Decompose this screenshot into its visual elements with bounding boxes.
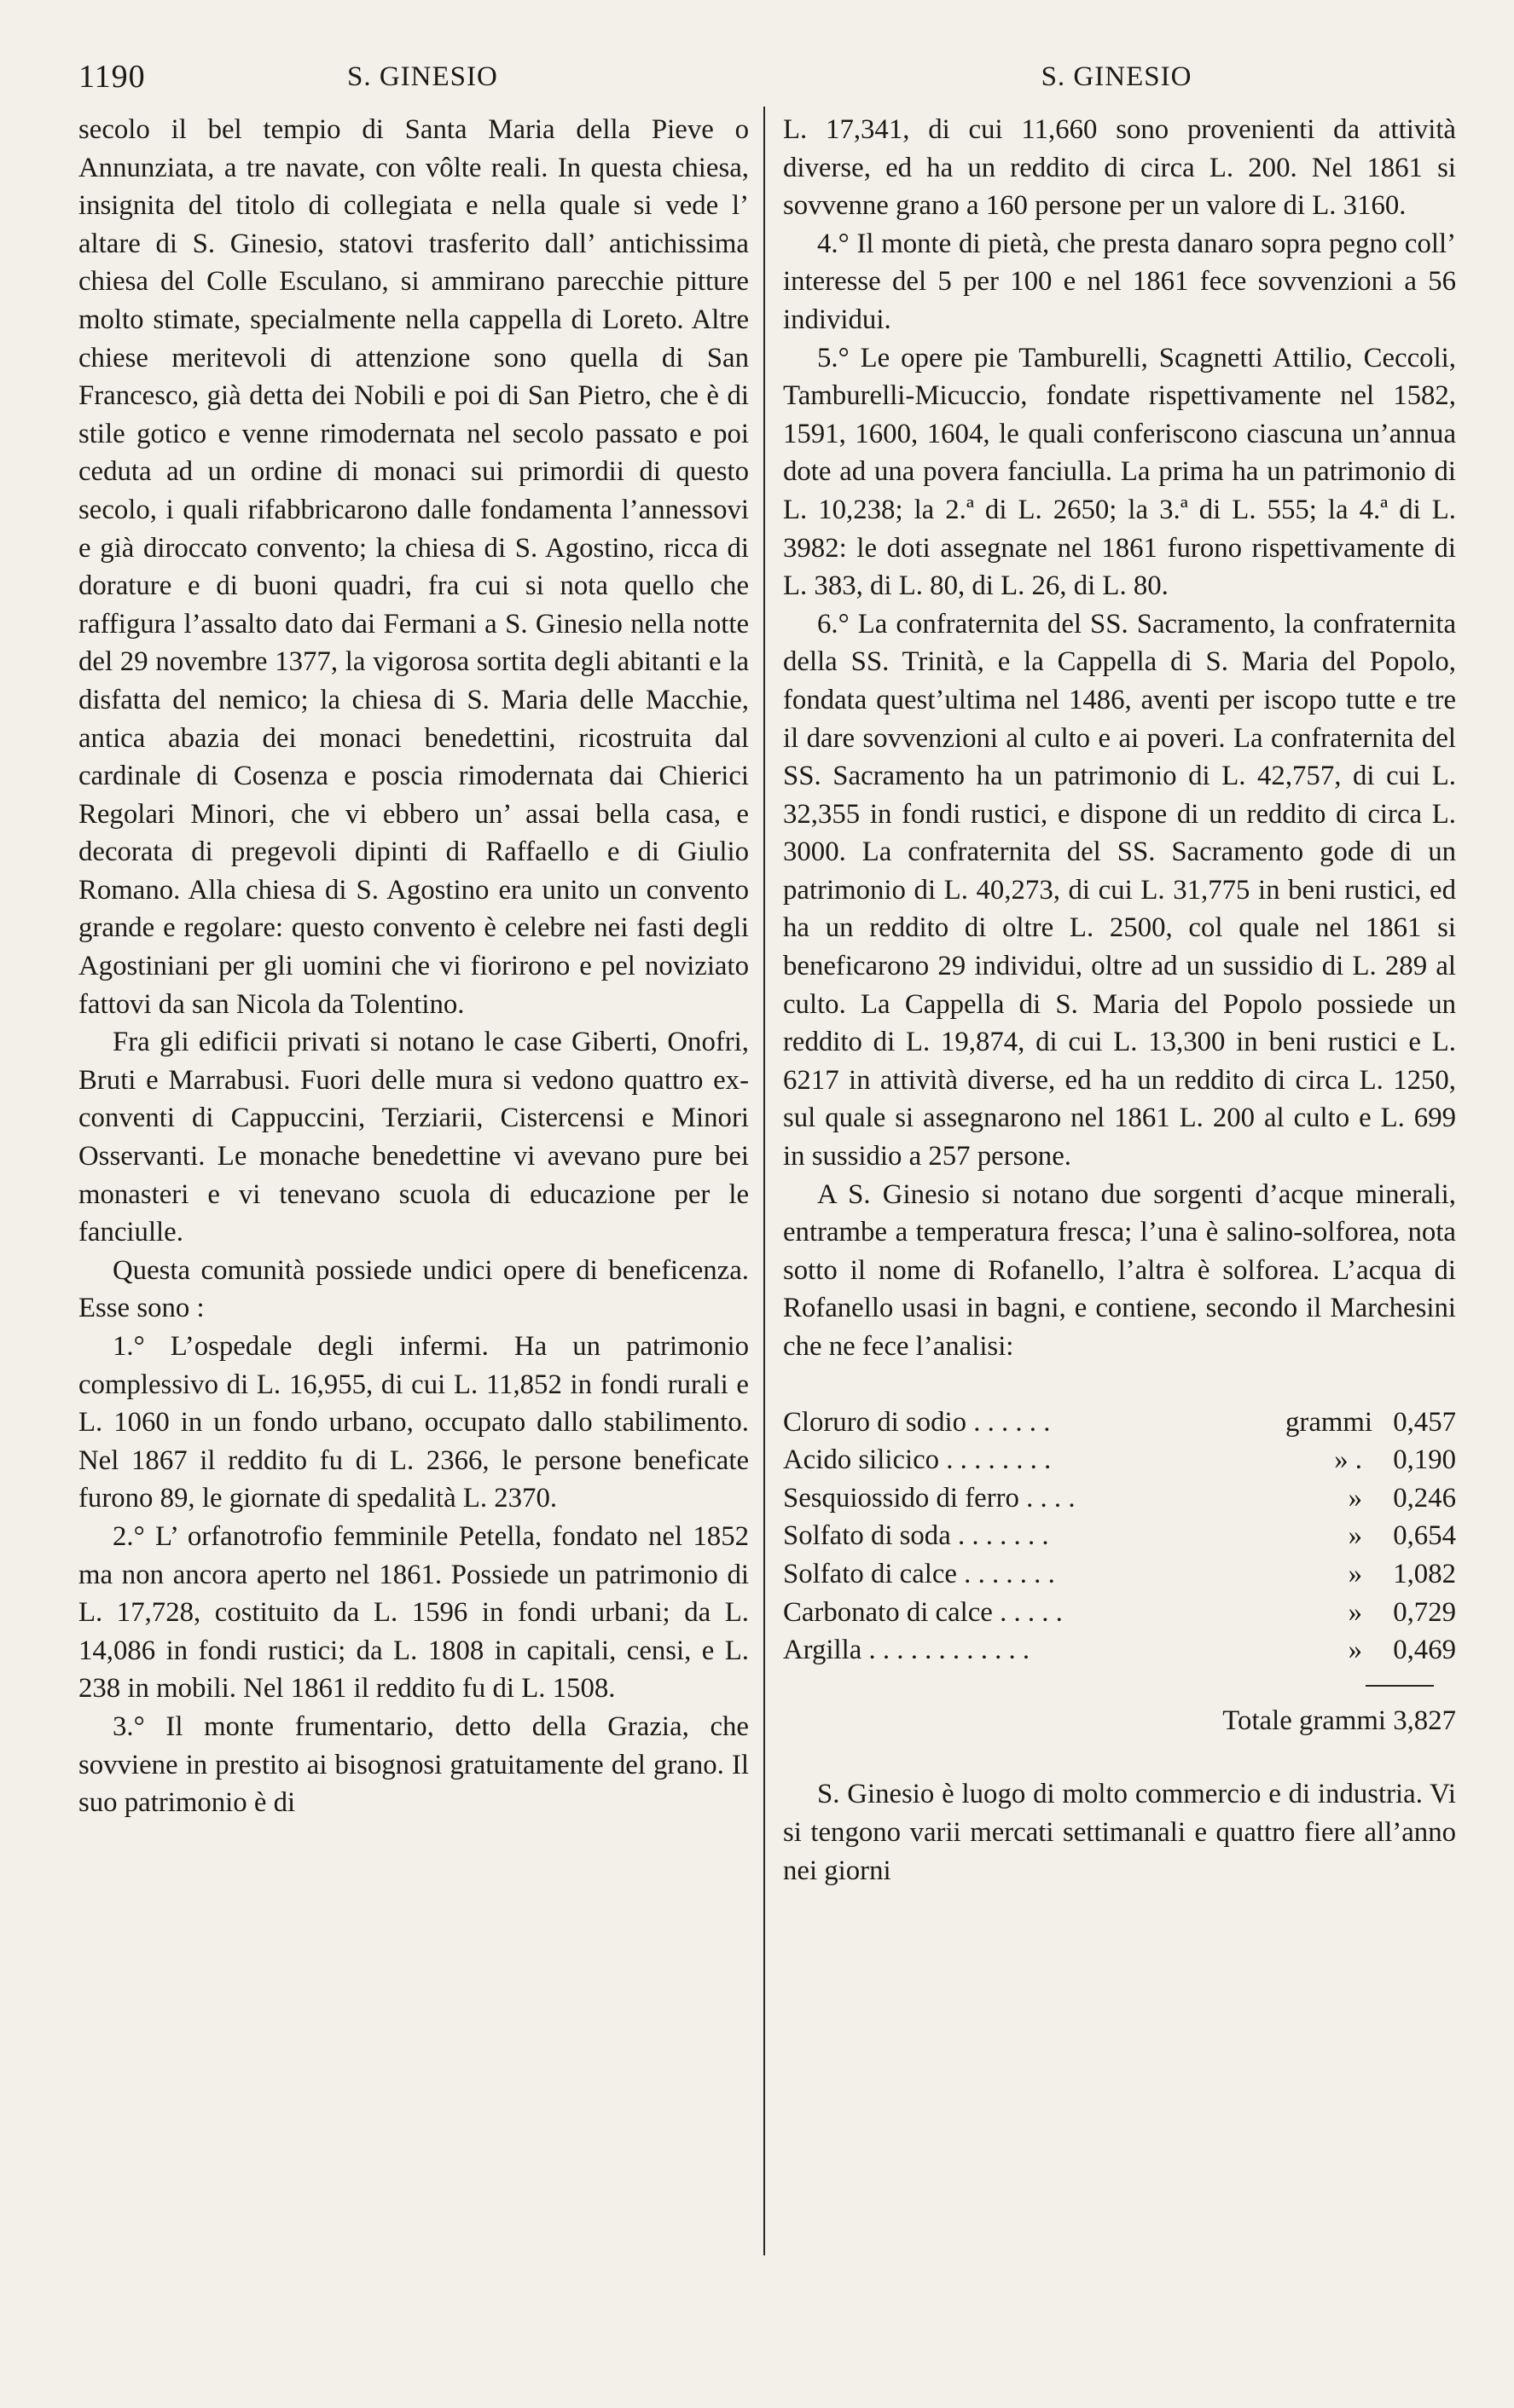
amount: 0,654: [1393, 1520, 1456, 1552]
page-header-left: [78, 61, 778, 113]
substance-name: Acido silicico . . . . . . . .: [783, 1444, 1052, 1476]
paragraph: 3.° Il monte frumentario, detto della Grazia, che sovviene in prestito ai bisognosi gratuitamente del grano. Il suo patrimonio è di: [78, 1710, 749, 1819]
page-number: 1190: [78, 59, 146, 95]
paragraph: secolo il bel tempio di Santa Maria della Pieve o Annunziata, a tre navate, con vôlte reali. In questa chiesa, insignita del titolo di collegiata e nella quale si vede l’ altare di S. Ginesio, statovi trasferito dall’ antichissima chiesa del Colle Esculano, si ammirano parecchie pitture molto stimate, specialmente nella cappella di Loreto. Altre chiese meritevoli di attenzione sono quella di San Francesco, già detta dei Nobili e poi di San Pietro, che è di stile gotico e venne rimodernata nel secolo passato e poi ceduta ad un ordine di monaci sui primordii di questo secolo, i quali rifabbricarono dalle fondamenta l’annessovi e già diroccato convento; la chiesa di S. Agostino, ricca di dorature e di buoni quadri, fra cui si nota quello che raffigura l’assalto dato dai Fermani a S. Ginesio nella notte del 29 novembre 1377, la vigorosa sortita degli abitanti e la disfatta del nemico; la chiesa di S. Maria delle Macchie, antica abazia dei monaci benedettini, ricostruita dal cardinale di Cosenza e poscia rimodernata dai Chierici Regolari Minori, che vi ebbero un’ assai bella casa, e decorata di pregevoli dipinti di Raffaello e di Giulio Romano. Alla chiesa di S. Agostino era unito un convento grande e regolare: questo convento è celebre nei fasti degli Agostiniani per gli uomini che vi fiorirono e pel noviziato fattovi da san Nicola da Tolentino.: [78, 114, 749, 1020]
mineral-analysis-table: [783, 1404, 1456, 1740]
unit: »: [1348, 1635, 1362, 1666]
right-column: [783, 111, 1456, 1890]
unit: »: [1348, 1482, 1362, 1514]
paragraph: A S. Ginesio si notano due sorgenti d’acque minerali, entrambe a temperatura fresca; l’una è salino-solforea, nota sotto il nome di Rofanello, l’altra è solforea. L’acqua di Rofanello usasi in bagni, e contiene, secondo il Marchesini che ne fece l’analisi:: [783, 1178, 1456, 1362]
amount: 0,729: [1393, 1596, 1456, 1628]
substance-name: Cloruro di sodio . . . . . .: [783, 1406, 1051, 1438]
substance-name: Solfato di calce . . . . . . .: [783, 1558, 1055, 1589]
paragraph: 6.° La confraternita del SS. Sacramento, la confraternita della SS. Trinità, e la Cappella di S. Maria del Popolo, fondata quest’ultima nel 1486, aventi per iscopo tutte e tre il dare sovvenzioni al culto e ai poveri. La confraternita del SS. Sacramento ha un patrimonio di L. 42,757, di cui L. 32,355 in fondi rustici, e dispone di un reddito di circa L. 3000. La confraternita del SS. Sacramento gode di un patrimonio di L. 40,273, di cui L. 31,775 in beni rustici, ed ha un reddito di oltre L. 2500, col quale nel 1861 si beneficarono 29 individui, oltre ad un sussidio di L. 289 al culto. La Cappella di S. Maria del Popolo possiede un reddito di L. 19,874, di cui L. 13,300 in beni rustici e L. 6217 in attività diverse, ed ha un reddito di circa L. 1250, sul quale si assegnarono nel 1861 L. 200 al culto e L. 699 in sussidio a 257 persone.: [783, 608, 1456, 1172]
unit: »: [1348, 1558, 1362, 1589]
substance-name: Argilla . . . . . . . . . . . .: [783, 1635, 1030, 1666]
paragraph: S. Ginesio è luogo di molto commercio e di industria. Vi si tengono varii mercati settimanali e quattro fiere all’anno nei giorni: [783, 1779, 1456, 1886]
table-row: [783, 1479, 1456, 1518]
table-row: [783, 1555, 1456, 1594]
substance-name: Carbonato di calce . . . . .: [783, 1596, 1063, 1628]
running-title-right: S. GINESIO: [1041, 61, 1192, 92]
paragraph: 2.° L’ orfanotrofio femminile Petella, fondato nel 1852 ma non ancora aperto nel 1861. Possiede un patrimonio di L. 17,728, costituito da L. 1596 in fondi urbani; da L. 14,086 in fondi rustici; da L. 1808 in capitali, censi, e L. 238 in mobili. Nel 1861 il reddito fu di L. 1508.: [78, 1520, 749, 1705]
unit: »: [1348, 1520, 1362, 1552]
paragraph: L. 17,341, di cui 11,660 sono provenienti da attività diverse, ed ha un reddito di circa L. 200. Nel 1861 si sovvenne grano a 160 persone per un valore di L. 3160.: [783, 114, 1456, 222]
amount: 1,082: [1393, 1558, 1456, 1589]
table-row: [783, 1404, 1456, 1442]
amount: 0,246: [1393, 1482, 1456, 1514]
unit: »: [1348, 1596, 1362, 1628]
running-title-left: S. GINESIO: [347, 61, 498, 92]
table-total: [783, 1702, 1456, 1740]
table-row: [783, 1594, 1456, 1632]
column-divider: [763, 107, 765, 2255]
unit: grammi: [1285, 1406, 1373, 1438]
table-row: [783, 1441, 1456, 1479]
table-row: [783, 1517, 1456, 1555]
substance-name: Solfato di soda . . . . . . .: [783, 1520, 1049, 1552]
sum-rule: [1366, 1685, 1434, 1687]
paragraph: 4.° Il monte di pietà, che presta danaro sopra pegno coll’ interesse del 5 per 100 e nel 1861 fece sovvenzioni a 56 individui.: [783, 228, 1456, 335]
paragraph: Questa comunità possiede undici opere di beneficenza. Esse sono :: [78, 1254, 749, 1324]
paragraph: 1.° L’ospedale degli infermi. Ha un patrimonio complessivo di L. 16,955, di cui L. 11,852 in fondi rurali e L. 1060 in un fondo urbano, occupato dallo stabilimento. Nel 1867 il reddito fu di L. 2366, le persone beneficate furono 89, le giornate di spedalità L. 2370.: [78, 1331, 749, 1514]
unit: » .: [1334, 1444, 1362, 1476]
paragraph: Fra gli edificii privati si notano le case Giberti, Onofri, Bruti e Marrabusi. Fuori delle mura si vedono quattro ex-conventi di Cappuccini, Terziarii, Cistercensi e Minori Osservanti. Le monache benedettine vi avevano pure bei monasteri e vi tenevano scuola di educazione per le fanciulle.: [78, 1027, 749, 1248]
paragraph: 5.° Le opere pie Tamburelli, Scagnetti Attilio, Ceccoli, Tamburelli-Micuccio, fondate rispettivamente nel 1582, 1591, 1600, 1604, le quali conferiscono ciascuna un’annua dote ad una povera fanciulla. La prima ha un patrimonio di L. 10,238; la 2.ª di L. 2650; la 3.ª di L. 555; la 4.ª di L. 3982: le doti assegnate nel 1861 furono rispettivamente di L. 383, di L. 80, di L. 26, di L. 80.: [783, 342, 1456, 602]
amount: 0,457: [1393, 1406, 1456, 1438]
table-row: [783, 1631, 1456, 1670]
amount: 0,190: [1393, 1444, 1456, 1476]
total-label: Totale grammi: [1222, 1705, 1386, 1736]
total-value: 3,827: [1393, 1705, 1456, 1736]
substance-name: Sesquiossido di ferro . . . .: [783, 1482, 1076, 1514]
left-column: [78, 111, 749, 1822]
amount: 0,469: [1393, 1635, 1456, 1666]
